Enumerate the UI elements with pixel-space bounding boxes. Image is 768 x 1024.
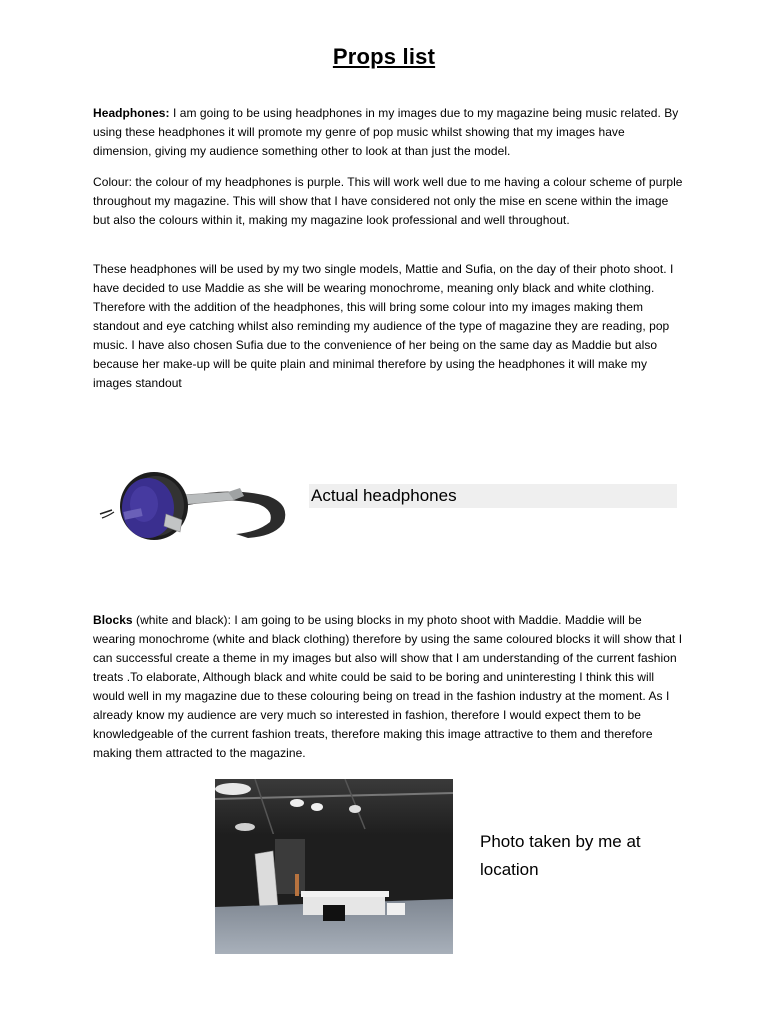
colour-paragraph: Colour: the colour of my headphones is purple. This will work well due to me having a colour scheme of purple throughout my magazine. This will show that I have considered not only the mise en scene within the image but also the colours within it, making my magazine look professional and well throughout. <box>93 175 683 227</box>
headphones-paragraph <box>93 104 683 161</box>
page-title: Props list <box>332 44 436 69</box>
headphones-label: Headphones: <box>93 106 170 120</box>
blocks-paragraph <box>93 611 683 763</box>
studio-photo <box>215 779 453 954</box>
headphones-text: I am going to be using headphones in my images due to my magazine being music related. By using these headphones it will promote my genre of pop music whilst showing that my images have dimension, giving my audience something other to look at than just the model. <box>93 106 679 158</box>
models-paragraph: These headphones will be used by my two single models, Mattie and Sufia, on the day of their photo shoot. I have decided to use Maddie as she will be wearing monochrome, meaning only black and white clothing. Therefore with the addition of the headphones, this will bring some colour into my images making them standout and eye catching whilst also reminding my audience of the type of magazine they are reading, pop music. I have also chosen Sufia due to the convenience of her being on the same day as Maddie but also because her make-up will be quite plain and minimal therefore by using the headphones it will make my images standout <box>93 262 674 390</box>
headphones-caption: Actual headphones <box>309 484 677 508</box>
headphones-image <box>98 462 294 546</box>
photo-caption: Photo taken by me at location <box>480 832 641 879</box>
blocks-text: (white and black): I am going to be using blocks in my photo shoot with Maddie. Maddie will be wearing monochrome (white and black clothing) therefore by using the same coloured blocks it will show that I can successful create a theme in my images but also will show that I am understanding of the current fashion treats .To elaborate, Although black and white could be said to be boring and uninteresting I think this will would well in my magazine due to these colouring being on tread in the fashion industry at the moment. As I already know my audience are very much so interested in fashion, therefore I would expect them to be knowledgeable of the current fashion treats, therefore making this image attractive to them and therefore making them attracted to the magazine. <box>93 613 683 760</box>
blocks-label: Blocks <box>93 613 133 627</box>
